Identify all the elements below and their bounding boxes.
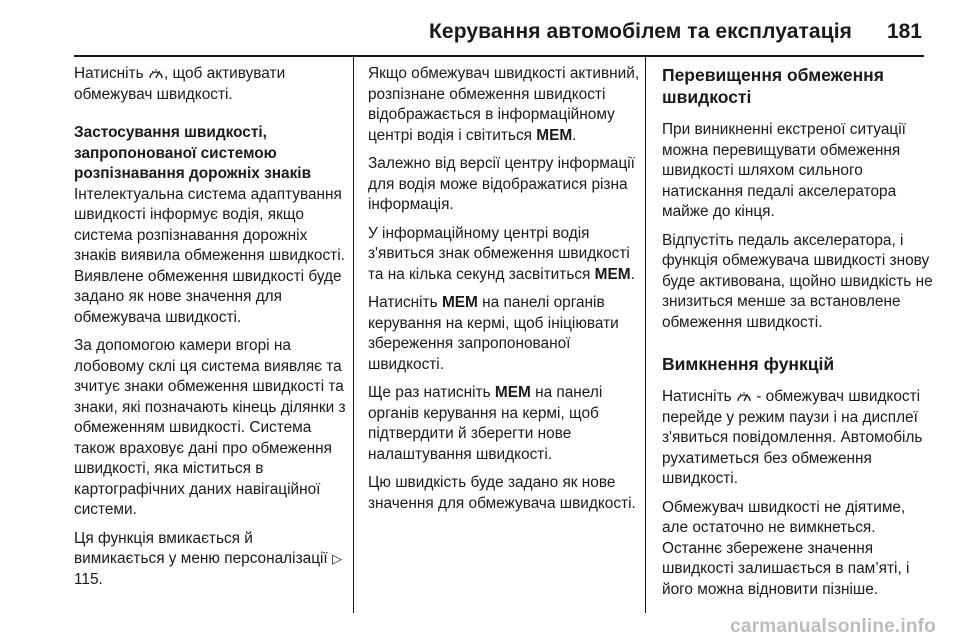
paragraph: При виникненні екстреної ситуації можна перевищувати обмеження швидкості шляхом сильного натискання педалі акселератора майже до кінця. xyxy=(662,121,906,220)
text: Ця функція вмикається й вимикається у меню персоналізації xyxy=(74,529,328,567)
section-heading: Застосування швидкості, запропонованої системою розпізнавання дорожніх знаків xyxy=(74,124,312,182)
text: Натисніть xyxy=(368,294,438,311)
paragraph: Інтелектуальна система адаптування швидкості інформує водія, якщо система розпізнавання дорожніх знаків виявила обмеження швидкості. Виявлене обмеження швидкості буде задано як нове значення для обмежувача швидкості. xyxy=(74,185,345,326)
page-number: 181 xyxy=(886,20,922,43)
text: - обмежувач швидкості перейде у режим паузи і на дисплеї з'явиться повідомлення. Автомобіль рухатиметься без обмеження швидкості. xyxy=(662,388,923,487)
paragraph xyxy=(74,529,346,591)
text: Натисніть xyxy=(74,65,144,82)
header-title: Керування автомобілем та експлуатація xyxy=(429,20,852,43)
mem-label: MEM xyxy=(594,265,631,283)
paragraph: Цю швидкість буде задано як нове значення для обмежувача швидкості. xyxy=(368,474,636,512)
section-heading: Перевищення обмеження швидкості xyxy=(662,65,884,107)
watermark: carmanualsonline.info xyxy=(730,616,936,637)
paragraph xyxy=(662,387,934,490)
text: Натисніть xyxy=(662,388,732,405)
column-2 xyxy=(368,64,640,522)
text: на панелі органів керування на кермі, щоб підтвердити й зберегти нове налаштування швидкості. xyxy=(368,384,603,463)
paragraph xyxy=(368,64,640,146)
text: Ще раз натисніть xyxy=(368,384,491,401)
column-divider-2 xyxy=(645,57,646,613)
text: . xyxy=(630,265,635,283)
paragraph: Залежно від версії центру інформації для водія може відображатися різна інформація. xyxy=(368,155,635,213)
text: Якщо обмежувач швидкості активний, розпізнане обмеження швидкості відображається в інформаційному центрі водія і світиться xyxy=(368,65,640,144)
text: , щоб активувати обмежувач швидкості. xyxy=(74,65,286,103)
paragraph xyxy=(368,224,640,286)
page-reference-link[interactable]: 115. xyxy=(74,570,103,588)
speed-limiter-icon xyxy=(148,67,164,79)
text: У інформаційному центрі водія з'явиться знак обмеження швидкості та на кілька секунд засвітиться xyxy=(368,224,630,283)
paragraph: Обмежувач швидкості не діятиме, але остаточно не вимкнеться. Останнє збережене значення швидкості залишається в пам’яті, і його можна відновити пізніше. xyxy=(662,498,910,598)
mem-label: MEM xyxy=(441,294,478,311)
column-1 xyxy=(74,64,346,598)
paragraph xyxy=(74,64,346,105)
mem-label: MEM xyxy=(494,384,531,401)
paragraph xyxy=(368,293,640,375)
mem-label: MEM xyxy=(536,126,573,144)
column-divider-1 xyxy=(353,57,354,613)
header-rule xyxy=(74,55,924,57)
text: на панелі органів керування на кермі, щоб ініціювати збереження запропонованої швидкості. xyxy=(368,294,619,373)
paragraph: Відпустіть педаль акселератора, і функція обмежувача швидкості знову буде активована, щойно швидкість не знизиться менше за встановлене обмеження швидкості. xyxy=(662,231,933,331)
paragraph: За допомогою камери вгорі на лобовому склі ця система виявляє та зчитує знаки обмеження швидкості та знаки, які позначають кінець ділянки з обмеженням швидкості. Система також враховує дані про обмеження швидкості, яка міститься в картографічних даних навігаційної системи. xyxy=(74,337,346,518)
paragraph xyxy=(368,383,640,465)
column-3 xyxy=(662,64,934,608)
arrow-right-icon: ▷ xyxy=(332,551,342,566)
speed-limiter-icon xyxy=(736,390,752,402)
page-header xyxy=(0,0,960,62)
text: . xyxy=(572,126,577,144)
section-heading: Вимкнення функцій xyxy=(662,354,835,374)
